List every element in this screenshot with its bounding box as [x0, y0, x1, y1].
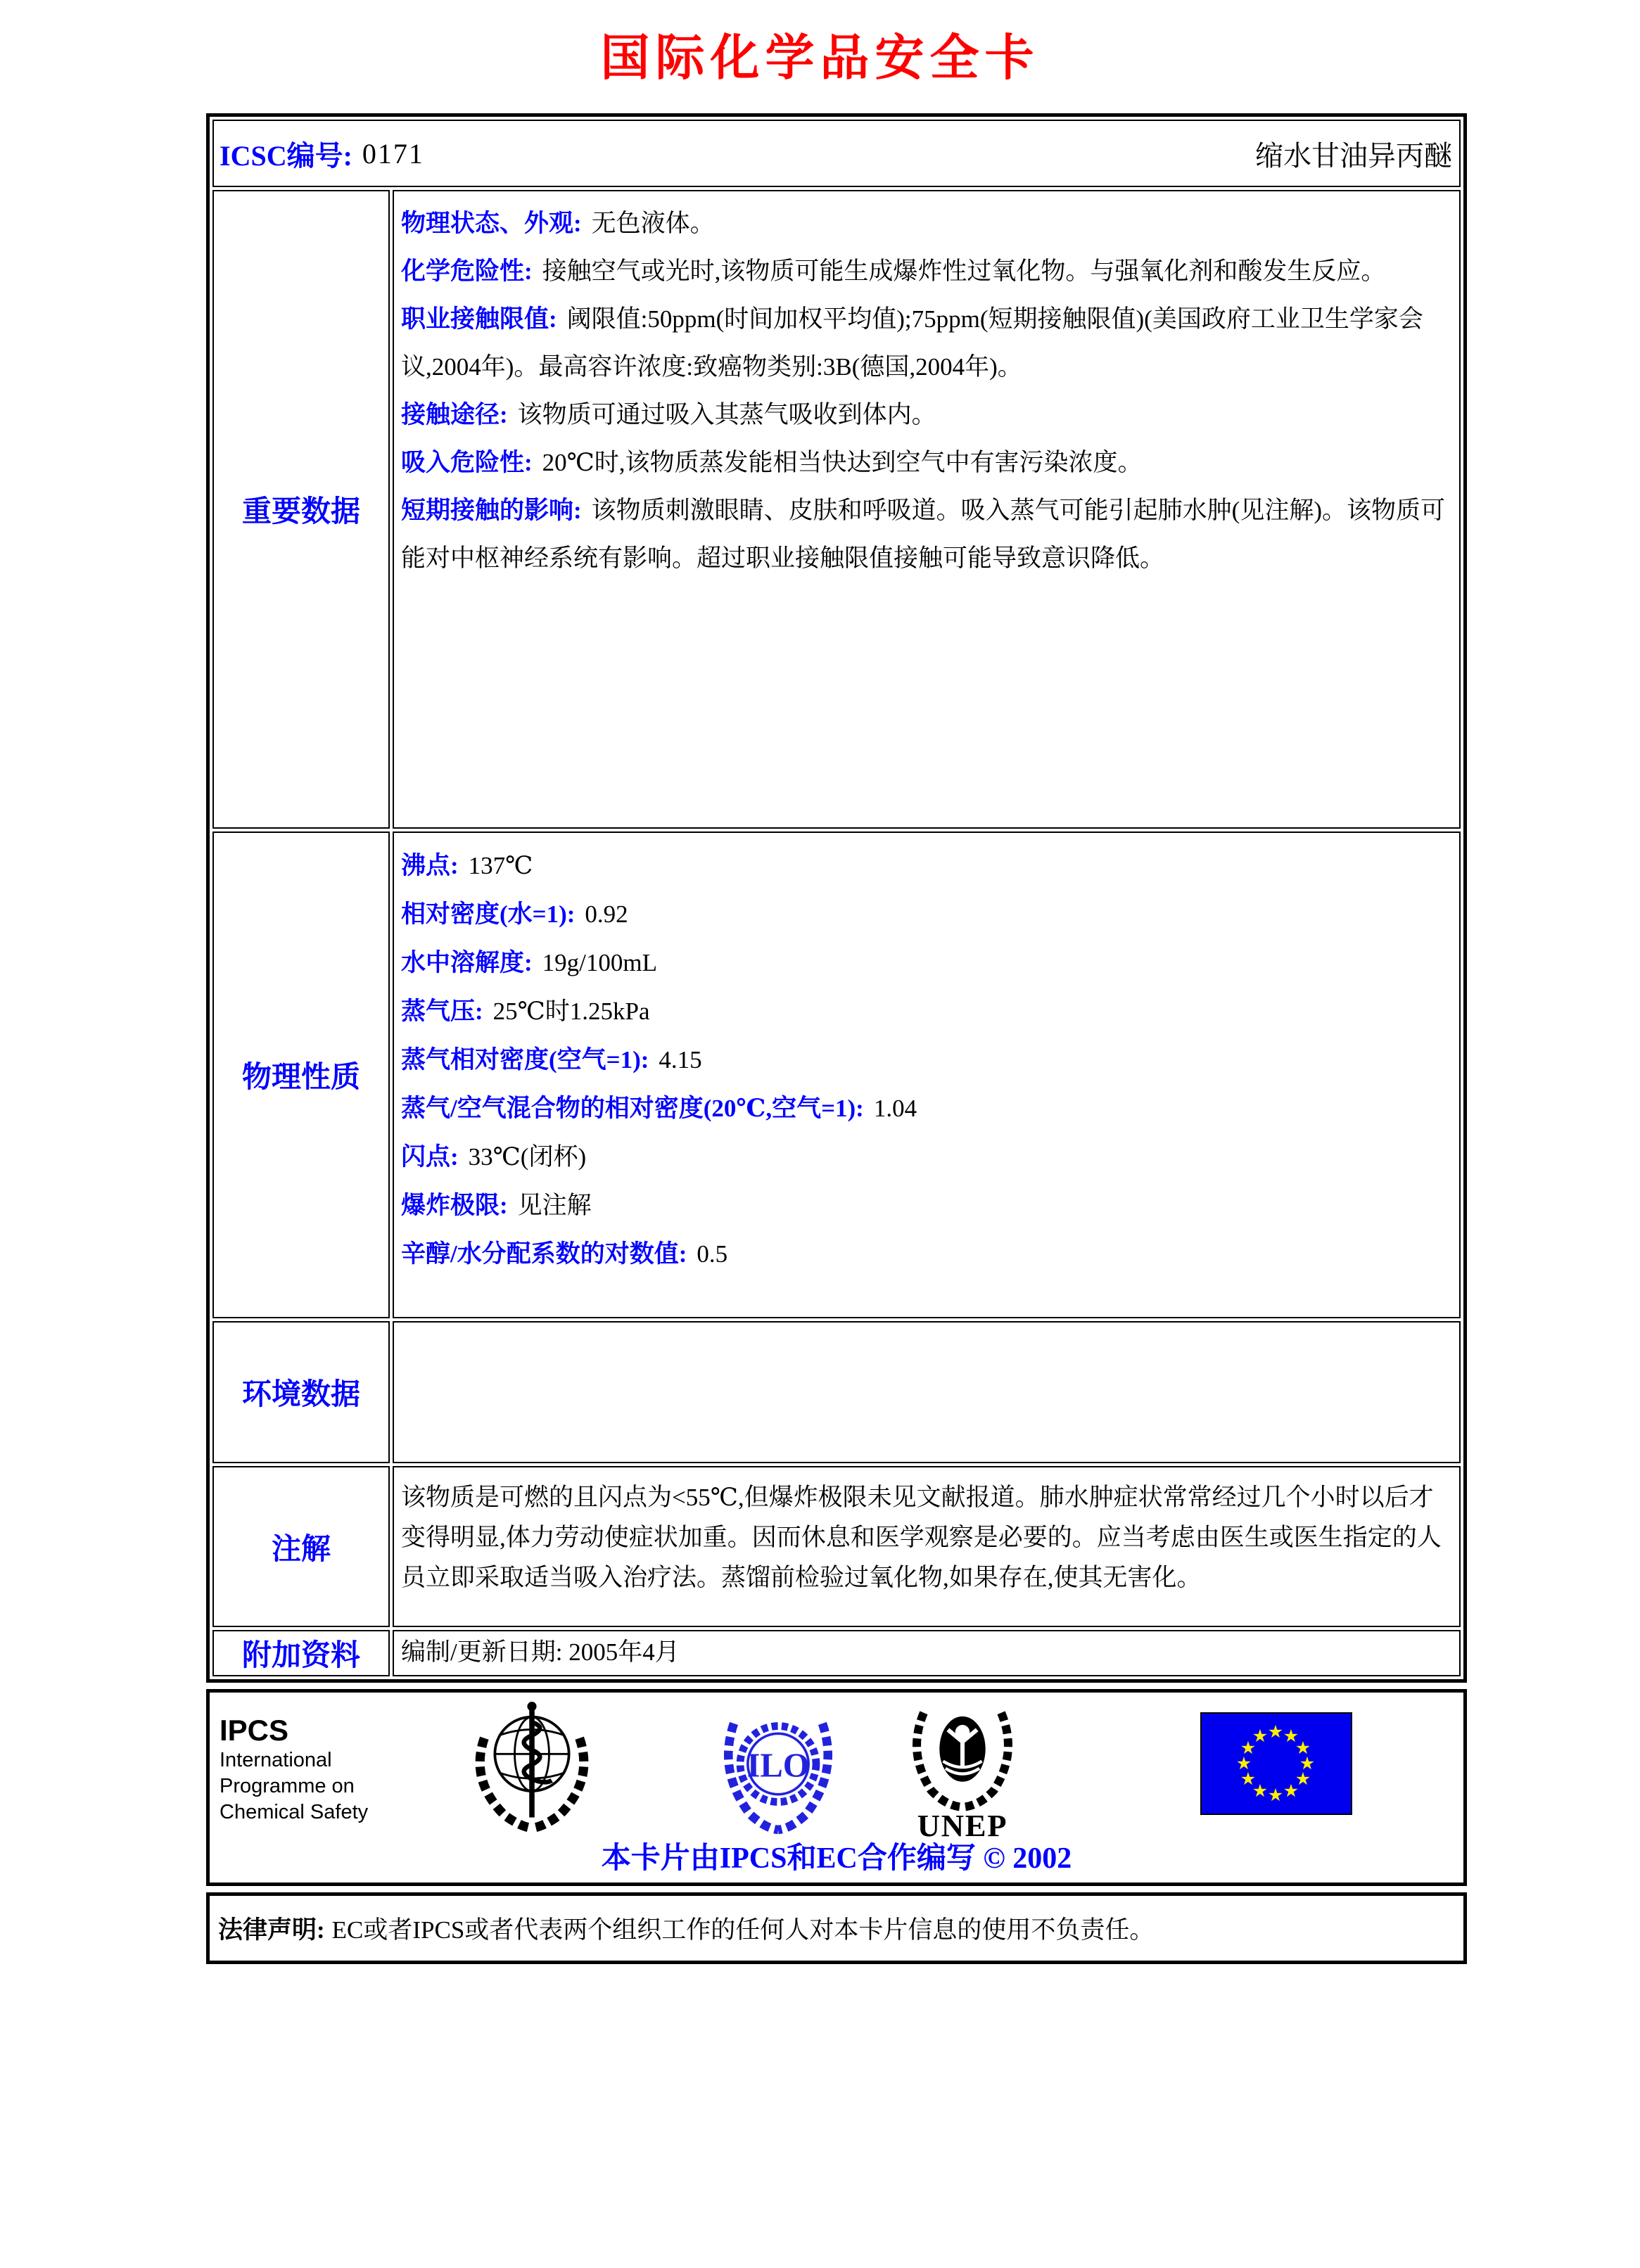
property-value: 见注解 — [517, 1192, 592, 1219]
property-value: 4.15 — [659, 1046, 702, 1074]
property-value: 19g/100mL — [542, 949, 657, 976]
organizations-footer — [206, 1689, 1467, 1886]
page-title: 国际化学品安全卡 — [600, 28, 1040, 87]
eu-star-icon: ★ — [1240, 1738, 1257, 1758]
property-label: 水中溶解度: — [401, 949, 533, 976]
additional-info-content — [393, 1630, 1461, 1676]
property-label: 闪点: — [401, 1143, 459, 1171]
eu-star-icon: ★ — [1295, 1769, 1311, 1789]
ipcs-line: International — [220, 1749, 332, 1771]
physical-properties-content — [393, 832, 1461, 1318]
data-item — [401, 200, 1449, 248]
header-row — [212, 120, 1461, 187]
data-item — [401, 295, 1449, 391]
property-label: 沸点: — [401, 852, 459, 879]
icsc-card-table — [206, 113, 1467, 1683]
property-row — [401, 841, 1449, 890]
property-value: 0.5 — [697, 1240, 728, 1268]
eu-star-icon: ★ — [1252, 1780, 1269, 1801]
item-label: 短期接触的影响: — [401, 497, 582, 524]
eu-star-icon: ★ — [1240, 1769, 1257, 1789]
ipcs-acronym: IPCS — [220, 1714, 289, 1747]
notes-text: 该物质是可燃的且闪点为<55℃,但爆炸极限未见文献报道。肺水肿症状常常经过几个小时以后才变得明显,体力劳动使症状加重。因而休息和医学观察是必要的。应当考虑由医生或医生指定的人员立即采取适当吸入治疗法。蒸馏前检验过氧化物,如果存在,使其无害化。 — [401, 1484, 1442, 1591]
legal-notice-row — [212, 1899, 1461, 1958]
legal-notice-box — [206, 1892, 1467, 1964]
property-row — [401, 938, 1449, 987]
property-value: 1.04 — [873, 1095, 917, 1122]
eu-flag-icon — [1200, 1712, 1352, 1815]
property-label: 蒸气相对密度(空气=1): — [401, 1046, 649, 1074]
property-row — [401, 1084, 1449, 1133]
property-label: 蒸气压: — [401, 998, 483, 1025]
eu-star-icon: ★ — [1283, 1726, 1299, 1746]
property-row — [401, 1181, 1449, 1230]
item-text: 接触空气或光时,该物质可能生成爆炸性过氧化物。与强氧化剂和酸发生反应。 — [542, 257, 1386, 285]
icsc-number-value: 0171 — [362, 137, 424, 170]
update-date-text: 编制/更新日期: 2005年4月 — [401, 1638, 680, 1666]
environment-data-content — [393, 1321, 1461, 1463]
data-item — [401, 487, 1449, 582]
item-text: 该物质可通过吸入其蒸气吸收到体内。 — [517, 401, 936, 428]
section-label-environment: 环境数据 — [212, 1321, 390, 1463]
item-label: 化学危险性: — [401, 257, 533, 285]
logos-row — [212, 1695, 1461, 1880]
property-label: 辛醇/水分配系数的对数值: — [401, 1240, 687, 1268]
property-value: 137℃ — [468, 852, 533, 879]
unep-logo-text: UNEP — [917, 1808, 1008, 1844]
property-row — [401, 1036, 1449, 1084]
item-label: 吸入危险性: — [401, 449, 533, 476]
data-item — [401, 248, 1449, 295]
property-label: 相对密度(水=1): — [401, 900, 576, 928]
section-label-notes: 注解 — [212, 1466, 390, 1627]
eu-star-icon: ★ — [1235, 1753, 1252, 1773]
section-label-additional: 附加资料 — [212, 1630, 390, 1676]
legal-notice-label: 法律声明: — [218, 1916, 325, 1944]
eu-star-icon: ★ — [1283, 1780, 1299, 1801]
ipcs-text-block — [220, 1714, 368, 1826]
property-label: 蒸气/空气混合物的相对密度(20℃,空气=1): — [401, 1095, 864, 1122]
icsc-number-group — [220, 134, 424, 174]
ilo-logo-text: ILO — [746, 1746, 810, 1785]
property-value: 33℃(闭杯) — [468, 1143, 587, 1171]
property-row — [401, 1133, 1449, 1181]
who-logo-icon — [466, 1698, 598, 1839]
property-row — [401, 1230, 1449, 1278]
item-text: 阈限值:50ppm(时间加权平均值);75ppm(短期接触限值)(美国政府工业卫生学家会议,2004年)。最高容许浓度:致癌物类别:3B(德国,2004年)。 — [401, 305, 1423, 381]
data-item — [401, 439, 1449, 487]
item-text: 无色液体。 — [591, 210, 715, 237]
section-label-physical: 物理性质 — [212, 832, 390, 1318]
chemical-name: 缩水甘油异丙醚 — [1255, 139, 1452, 172]
item-label: 物理状态、外观: — [401, 210, 582, 237]
item-label: 职业接触限值: — [401, 305, 557, 333]
icsc-number-label: ICSC编号: — [220, 139, 352, 172]
section-label-important: 重要数据 — [212, 190, 390, 829]
unep-logo-icon — [902, 1698, 1023, 1846]
ilo-logo-icon — [715, 1698, 841, 1842]
important-data-content — [393, 190, 1461, 829]
eu-star-icon: ★ — [1295, 1738, 1311, 1758]
item-text: 该物质刺激眼睛、皮肤和呼吸道。吸入蒸气可能引起肺水肿(见注解)。该物质可能对中枢神经系统有影响。超过职业接触限值接触可能导致意识降低。 — [401, 497, 1445, 572]
property-row — [401, 890, 1449, 938]
property-value: 0.92 — [585, 900, 628, 928]
footer-caption: 本卡片由IPCS和EC合作编写 © 2002 — [601, 1842, 1072, 1875]
property-row — [401, 987, 1449, 1036]
data-item — [401, 391, 1449, 439]
property-value: 25℃时1.25kPa — [492, 998, 650, 1025]
ipcs-line: Chemical Safety — [220, 1801, 369, 1823]
notes-content — [393, 1466, 1461, 1627]
eu-star-icon: ★ — [1299, 1753, 1316, 1773]
ipcs-line: Programme on — [220, 1775, 355, 1797]
eu-star-icon: ★ — [1252, 1726, 1269, 1746]
legal-notice-text: EC或者IPCS或者代表两个组织工作的任何人对本卡片信息的使用不负责任。 — [331, 1916, 1155, 1944]
item-text: 20℃时,该物质蒸发能相当快达到空气中有害污染浓度。 — [542, 449, 1143, 476]
property-label: 爆炸极限: — [401, 1192, 508, 1219]
item-label: 接触途径: — [401, 401, 508, 428]
eu-star-icon: ★ — [1267, 1721, 1284, 1742]
eu-star-icon: ★ — [1267, 1785, 1284, 1805]
